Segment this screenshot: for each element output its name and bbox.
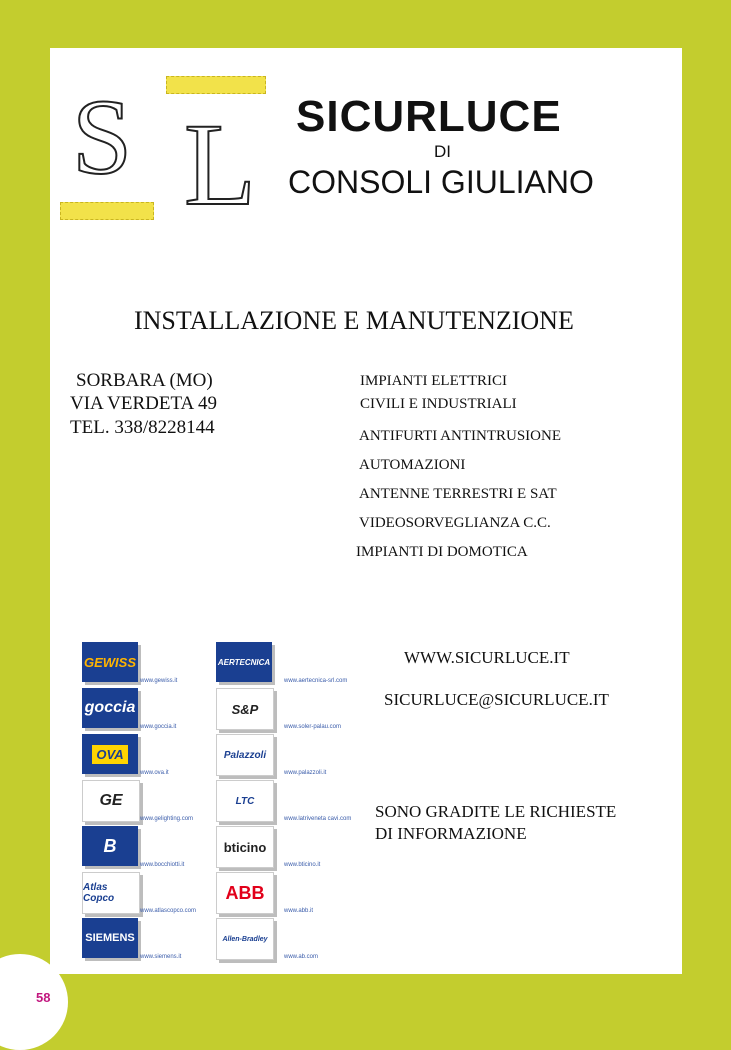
logo-letter-s: S (72, 78, 133, 197)
brand-logo-soler-palau: S&P (216, 688, 274, 730)
brand-logo-ge: GE (82, 780, 140, 822)
brand-url: www.atlascopco.com (140, 908, 197, 914)
brand-logo-atlas-copco: Atlas Copco (82, 872, 140, 914)
brand-url: www.goccia.it (140, 724, 177, 730)
brand-logo-bocchiotti: B (82, 826, 138, 866)
brand-url: www.palazzoli.it (284, 770, 327, 776)
address-street: VIA VERDETA 49 (70, 393, 217, 414)
logo-bar-bottom (60, 202, 154, 220)
subtitle: INSTALLAZIONE E MANUTENZIONE (134, 306, 574, 335)
service-item: ANTENNE TERRESTRI E SAT (359, 486, 557, 502)
website-link[interactable]: WWW.SICURLUCE.IT (404, 648, 570, 667)
logo-bar-top (166, 76, 266, 94)
service-item: CIVILI E INDUSTRIALI (360, 396, 517, 412)
brand-url: www.gelighting.com (140, 816, 194, 822)
company-di: DI (434, 142, 451, 161)
brand-url: www.ab.com (284, 954, 319, 960)
brand-url: www.soler-palau.com (284, 724, 342, 730)
service-item: IMPIANTI DI DOMOTICA (356, 544, 528, 560)
brand-url: www.latriveneta cavi.com (284, 816, 352, 822)
service-item: IMPIANTI ELETTRICI (360, 373, 508, 389)
brand-logo-aertecnica: AERTECNICA (216, 642, 272, 682)
page-number: 58 (36, 990, 51, 1005)
logo-letter-l: L (184, 99, 257, 230)
brand-url: www.ova.it (140, 770, 169, 776)
brand-logo-bticino: bticino (216, 826, 274, 868)
brand-logo-siemens: SIEMENS (82, 918, 138, 958)
brand-logo-goccia: goccia (82, 688, 138, 728)
brand-url: www.bticino.it (284, 862, 321, 868)
brand-logo-ova: OVA (82, 734, 138, 774)
address-phone: TEL. 338/8228144 (70, 417, 215, 438)
email-link[interactable]: SICURLUCE@SICURLUCE.IT (384, 690, 609, 709)
info-note-line2: DI INFORMAZIONE (375, 824, 527, 843)
flyer-page (50, 48, 682, 974)
brand-url: www.bocchiotti.it (140, 862, 185, 868)
brand-url: www.siemens.it (140, 954, 182, 960)
info-note-line1: SONO GRADITE LE RICHIESTE (375, 802, 617, 821)
company-name: SICURLUCE (296, 92, 562, 141)
brand-logo-allen-bradley: Allen-Bradley (216, 918, 274, 960)
service-item: AUTOMAZIONI (359, 457, 466, 473)
brand-url: www.aertecnica-srl.com (284, 678, 348, 684)
company-owner: CONSOLI GIULIANO (288, 164, 594, 200)
brand-logo-ltc: LTC (216, 780, 274, 822)
address-city: SORBARA (MO) (76, 370, 213, 391)
brand-url: www.gewiss.it (140, 678, 178, 684)
service-item: ANTIFURTI ANTINTRUSIONE (359, 428, 562, 444)
brand-logo-gewiss: GEWISS (82, 642, 138, 682)
brand-url: www.abb.it (284, 908, 314, 914)
service-item: VIDEOSORVEGLIANZA C.C. (359, 515, 551, 531)
brand-logo-palazzoli: Palazzoli (216, 734, 274, 776)
brand-logo-abb: ABB (216, 872, 274, 914)
